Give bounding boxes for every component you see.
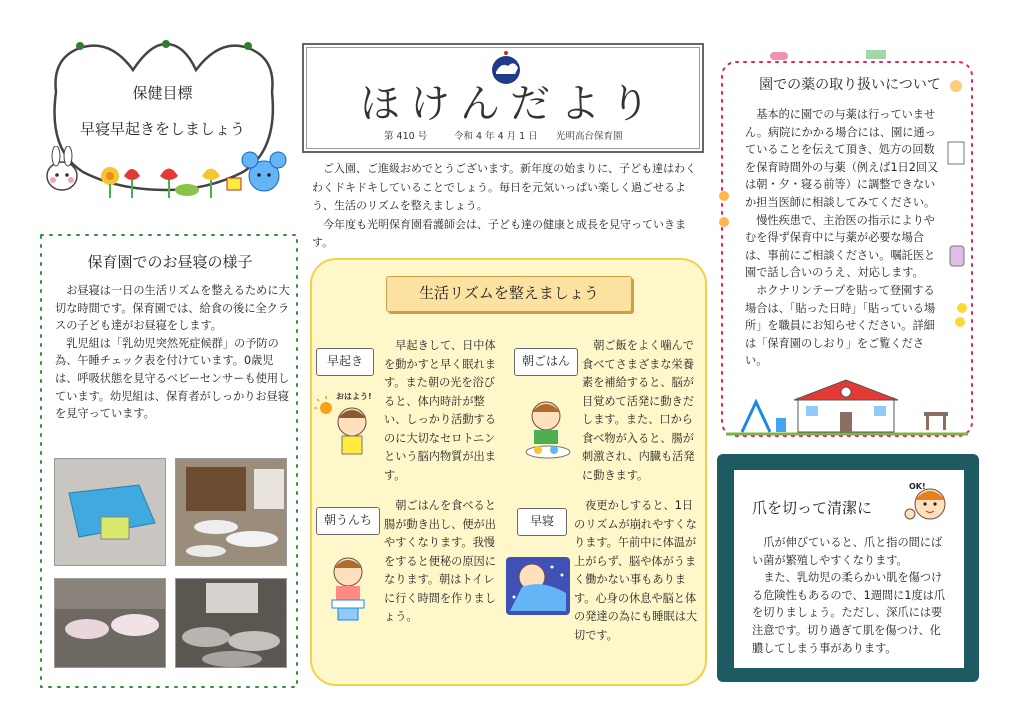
ok-text: OK!	[909, 482, 926, 491]
nail-body	[752, 534, 952, 657]
child-eating-illustration	[518, 396, 578, 460]
rhythm-title: 生活リズムを整えましょう	[386, 276, 632, 312]
child-sleeping-illustration	[502, 553, 574, 619]
newsletter-title: ほけんだより	[360, 81, 660, 127]
breakfast-text: 朝ご飯をよく噛んで食べてさまざまな栄養素を補給すると、脳が目覚めて活発に動きだします。また、口から食べ物が入ると、腸が刺激され、内臓も活発に動きます。	[582, 339, 695, 482]
nap-photo-mat	[54, 458, 166, 566]
medicine-paragraph: 基本的に園での与薬は行っていません。病院にかかる場合には、園に通っていることを伝えて頂き、処方の回数を保育時間外の与薬（例えば1日2回又は朝・夕・寝る前等）に調整できないか担当医師に相談してみてください。	[745, 108, 939, 209]
child-waking-illustration	[314, 394, 376, 458]
medicine-title: 園での薬の取り扱いについて	[759, 77, 941, 93]
medicine-paragraph: 慢性疾患で、主治医の指示によりやむを得ず保育中に与薬が必要な場合は、事前にご相談ください。嘱託医と園で話し合いのうえ、対応します。	[745, 213, 936, 280]
issue-number: 第 410 号	[384, 131, 428, 142]
goal-text: 早寝早起きをしましょう	[79, 120, 245, 138]
label-early-rising: 早起き	[316, 348, 374, 376]
nail-paragraph: 爪が伸びていると、爪と指の間にばい菌が繁殖しやすくなります。	[752, 536, 943, 567]
issue-date: 令和 4 年 4 月 1 日	[454, 131, 538, 142]
characters-illustration	[42, 146, 294, 202]
intro-paragraph: 今年度も光明保育園看護師会は、子ども達の健康と成長を見守っていきます。	[312, 217, 686, 249]
nap-body	[55, 282, 291, 423]
medicine-body	[745, 106, 943, 370]
early-rising-text: 早起きして、日中体を動かすと早く眠れます。また朝の光を浴びると、体内時計が整い、しっかり活動するのに大切なセロトニンという脳内物質が出ます。	[384, 339, 496, 482]
intro-paragraph: ご入園、ご進級おめでとうございます。新年度の始まりに、子ども達はわくわくドキドキしていることでしょう。毎日を元気いっぱい楽しく過ごせるよう、生活のリズムを整えましょう。	[312, 162, 697, 212]
early-sleep-text: 夜更かしすると、1日のリズムが崩れやすくなります。午前中に体温が上がらず、脳や体がうまく働かない事もあります。心身の休息や脳と体の発達の為にも睡眠は大切です。	[574, 499, 698, 642]
child-ok-illustration	[900, 480, 956, 528]
nap-photo-futon	[54, 578, 166, 668]
label-morning-poop: 朝うんち	[316, 507, 380, 535]
nap-photo-hall	[175, 578, 287, 668]
nap-title: 保育園でのお昼寝の様子	[87, 253, 253, 271]
intro-text	[312, 160, 700, 253]
label-breakfast: 朝ごはん	[514, 348, 578, 376]
label-early-sleep: 早寝	[517, 508, 567, 536]
medicine-paragraph: ホクナリンテープを貼って登園する場合は、「貼った日時」「貼っている場所」を職員にお知らせください。詳細は「保育園のしおり」をご覧ください。	[745, 283, 936, 368]
school-name: 光明高台保育園	[556, 131, 623, 142]
nap-paragraph: 乳児組は「乳幼児突然死症候群」の予防の為、午睡チェック表を付けています。0歳児は、呼吸状態を見守るベビーセンサーも使用しています。幼児組は、保育者がしっかりお昼寝を見守っています。	[55, 336, 290, 421]
child-toilet-illustration	[320, 554, 376, 624]
ohayo-text: おはよう!	[336, 392, 372, 401]
nap-photo-room	[175, 458, 287, 566]
morning-poop-text: 朝ごはんを食べると腸が動き出し、便が出やすくなります。我慢をすると便秘の原因になります。朝はトイレに行く時間を作りましょう。	[384, 499, 496, 623]
nail-title: 爪を切って清潔に	[752, 499, 873, 517]
nail-paragraph: また、乳幼児の柔らかい肌を傷つける危険性もあるので、1週間に1度は爪を切りましょう。ただし、深爪には要注意です。切り過ぎて肌を傷つけ、化膿してしまう事があります。	[752, 571, 946, 655]
nap-paragraph: お昼寝は一日の生活リズムを整えるために大切な時間です。保育園では、給食の後に全クラスの子ども達がお昼寝をします。	[55, 284, 290, 333]
goal-title: 保健目標	[132, 84, 193, 102]
